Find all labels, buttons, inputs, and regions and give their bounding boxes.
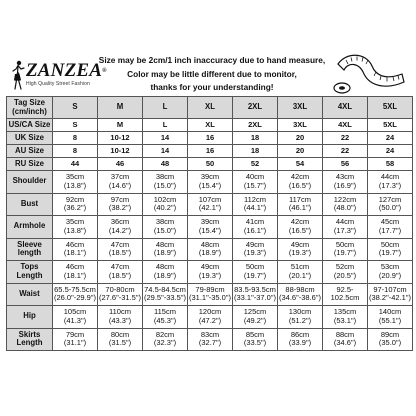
inch-value: (15.7") xyxy=(243,180,267,190)
measurement-cell xyxy=(233,171,278,194)
inch-value: (17.3") xyxy=(333,225,357,235)
measurement-cell xyxy=(233,328,278,351)
header-row xyxy=(7,97,413,119)
size-cell: 10-12 xyxy=(98,132,143,145)
size-cell: 20 xyxy=(278,132,323,145)
inch-value: (18.1") xyxy=(63,248,87,258)
row-label: RU Size xyxy=(7,158,53,171)
inch-value: (15.0") xyxy=(153,225,177,235)
measurement-cell xyxy=(188,306,233,329)
size-cell: 5XL xyxy=(368,119,413,132)
measurement-cell xyxy=(278,283,323,306)
measurement-cell xyxy=(278,261,323,284)
measurement-cell xyxy=(233,283,278,306)
measurement-cell xyxy=(188,171,233,194)
cm-value: 42cm xyxy=(290,172,310,182)
cm-value: 117cm xyxy=(289,194,311,204)
size-header-cell: S xyxy=(53,97,98,119)
inch-value: (20.1") xyxy=(288,270,312,280)
measurement-cell xyxy=(53,261,98,284)
inch-value: (51.2") xyxy=(288,315,312,325)
inch-value: (20.5") xyxy=(333,270,357,280)
inch-value: (40.2") xyxy=(153,203,177,213)
row-label: UK Size xyxy=(7,132,53,145)
inch-value: (19.7") xyxy=(378,248,402,258)
size-cell: 24 xyxy=(368,132,413,145)
measuring-tape-icon xyxy=(332,54,408,96)
size-cell: 24 xyxy=(368,145,413,158)
size-row xyxy=(7,145,413,158)
measurement-cell xyxy=(278,238,323,261)
cm-value: 42cm xyxy=(290,217,310,227)
measurement-cell xyxy=(278,193,323,216)
measurement-cell xyxy=(278,216,323,239)
notice-line: thanks for your understanding! xyxy=(150,82,274,92)
row-label: Sleeve length xyxy=(7,238,53,261)
size-cell: 8 xyxy=(53,132,98,145)
measurement-cell xyxy=(143,216,188,239)
measurement-cell xyxy=(188,193,233,216)
row-label: Tag Size (cm/inch) xyxy=(7,97,53,119)
cm-value: 92.5- xyxy=(336,284,354,294)
measurement-cell xyxy=(143,283,188,306)
cm-value: 52cm xyxy=(335,262,355,272)
measurement-cell xyxy=(278,171,323,194)
brand-tagline: High Quality Street Fashion xyxy=(26,81,90,87)
inch-value: (19.3") xyxy=(288,248,312,258)
measurement-row xyxy=(7,238,413,261)
cm-value: 107cm xyxy=(198,194,222,204)
cm-value: 43cm xyxy=(335,172,355,182)
measurement-cell xyxy=(53,283,98,306)
inch-value: (19.7") xyxy=(243,270,267,280)
size-cell: 22 xyxy=(323,132,368,145)
inch-value: (18.9") xyxy=(153,270,177,280)
brand-name: ZANZEA® xyxy=(26,60,107,81)
measurement-cell xyxy=(323,193,368,216)
cm-value: 48cm xyxy=(155,239,175,249)
size-row xyxy=(7,158,413,171)
cm-value: 70-80cm xyxy=(105,284,135,294)
cm-value: 110cm xyxy=(109,307,131,317)
size-cell: 14 xyxy=(143,145,188,158)
measurement-cell xyxy=(143,193,188,216)
cm-value: 80cm xyxy=(110,329,130,339)
measurement-cell xyxy=(233,306,278,329)
inch-value: (31.1"-35.0") xyxy=(188,293,231,303)
cm-value: 92cm xyxy=(65,194,85,204)
measurement-row xyxy=(7,261,413,284)
measurement-cell xyxy=(98,238,143,261)
cm-value: 35cm xyxy=(65,172,85,182)
size-cell: 44 xyxy=(53,158,98,171)
notice-line: Color may be little different due to monitor, xyxy=(127,68,297,79)
cm-value: 44cm xyxy=(380,172,400,182)
measurement-cell xyxy=(98,216,143,239)
measurement-cell xyxy=(98,193,143,216)
woman-silhouette-icon xyxy=(10,60,26,90)
row-label: Tops Length xyxy=(7,261,53,284)
measurement-row xyxy=(7,283,413,306)
measurement-cell xyxy=(323,306,368,329)
notice-line: Size may be 2cm/1 inch inaccuracy due to hand measure, xyxy=(98,55,326,65)
measurement-cell xyxy=(188,238,233,261)
cm-value: 74.5-84.5cm xyxy=(144,284,186,294)
measurement-cell xyxy=(368,283,413,306)
inch-value: (43.3") xyxy=(108,315,132,325)
cm-value: 51cm xyxy=(290,262,310,272)
measurement-cell xyxy=(323,261,368,284)
measurement-cell xyxy=(98,306,143,329)
cm-value: 127cm xyxy=(378,194,402,204)
measurement-cell xyxy=(188,328,233,351)
size-cell: 18 xyxy=(233,145,278,158)
measurement-cell xyxy=(188,261,233,284)
cm-value: 45cm xyxy=(380,217,400,227)
cm-value: 47cm xyxy=(110,262,130,272)
size-cell: 50 xyxy=(188,158,233,171)
cm-value: 122cm xyxy=(333,194,357,204)
measurement-cell xyxy=(53,306,98,329)
size-cell: 18 xyxy=(233,132,278,145)
size-cell: 3XL xyxy=(278,119,323,132)
inch-value: (18.9") xyxy=(153,248,177,258)
inch-value: (33.5") xyxy=(243,338,267,348)
row-label: Bust xyxy=(7,193,53,216)
measurement-row xyxy=(7,216,413,239)
size-row xyxy=(7,132,413,145)
size-cell: L xyxy=(143,119,188,132)
cm-value: 48cm xyxy=(200,239,220,249)
measurement-cell xyxy=(143,306,188,329)
measurement-cell xyxy=(323,283,368,306)
inch-value: (38.2") xyxy=(108,203,132,213)
size-cell: XL xyxy=(188,119,233,132)
inch-value: (15.0") xyxy=(153,180,177,190)
inch-value: (42.1") xyxy=(198,203,222,213)
measurement-cell xyxy=(368,306,413,329)
measurement-cell xyxy=(98,283,143,306)
inch-value: (27.6"-31.5") xyxy=(98,293,141,303)
cm-value: 49cm xyxy=(245,239,265,249)
inch-value: (15.4") xyxy=(198,180,222,190)
inch-value: (33.9") xyxy=(288,338,312,348)
cm-value: 105cm xyxy=(63,307,87,317)
size-row xyxy=(7,119,413,132)
measurement-cell xyxy=(53,171,98,194)
cm-value: 50cm xyxy=(245,262,265,272)
cm-value: 49cm xyxy=(290,239,310,249)
inch-value: (55.1") xyxy=(378,315,402,325)
size-header-cell: 4XL xyxy=(323,97,368,119)
measurement-cell xyxy=(53,328,98,351)
inch-value: (16.9") xyxy=(333,180,357,190)
measurement-cell xyxy=(278,306,323,329)
size-cell: 48 xyxy=(143,158,188,171)
measurement-cell xyxy=(233,238,278,261)
size-chart-table xyxy=(6,96,413,351)
cm-value: 79cm xyxy=(65,329,85,339)
measurement-cell xyxy=(323,216,368,239)
size-cell: 52 xyxy=(233,158,278,171)
cm-value: 112cm xyxy=(244,194,266,204)
cm-value: 135cm xyxy=(333,307,357,317)
measurement-cell xyxy=(143,238,188,261)
size-header-cell: 3XL xyxy=(278,97,323,119)
inch-value: (13.8") xyxy=(63,180,87,190)
cm-value: 140cm xyxy=(378,307,402,317)
cm-value: 102cm xyxy=(153,194,177,204)
inch-value: (31.1") xyxy=(63,338,87,348)
size-header-cell: L xyxy=(143,97,188,119)
inch-value: (32.3") xyxy=(153,338,177,348)
cm-value: 83cm xyxy=(200,329,220,339)
cm-value: 37cm xyxy=(110,172,130,182)
inch-value: (46.1") xyxy=(288,203,312,213)
row-label: US/CA Size xyxy=(7,119,53,132)
size-cell: 10-12 xyxy=(98,145,143,158)
measurement-cell xyxy=(98,328,143,351)
size-header-cell: 5XL xyxy=(368,97,413,119)
cm-value: 86cm xyxy=(290,329,310,339)
cm-value: 125cm xyxy=(243,307,267,317)
inch-value: (50.0") xyxy=(378,203,402,213)
cm-value: 47cm xyxy=(110,239,130,249)
cm-value: 82cm xyxy=(155,329,175,339)
cm-value: 38cm xyxy=(155,172,175,182)
inch-value: (38.2"-42.1") xyxy=(368,293,411,303)
size-cell: S xyxy=(53,119,98,132)
measurement-cell xyxy=(368,171,413,194)
size-cell: 46 xyxy=(98,158,143,171)
inch-value: (18.1") xyxy=(63,270,87,280)
inch-value: (19.3") xyxy=(243,248,267,258)
inch-value: (44.1") xyxy=(243,203,267,213)
cm-value: 50cm xyxy=(380,239,400,249)
inch-value: (48.0") xyxy=(333,203,357,213)
inch-value: (13.8") xyxy=(63,225,87,235)
measurement-cell xyxy=(368,261,413,284)
measurement-row xyxy=(7,193,413,216)
inch-value: (31.5") xyxy=(108,338,132,348)
inch-value: (49.2") xyxy=(243,315,267,325)
row-label: Armhole xyxy=(7,216,53,239)
measurement-cell xyxy=(323,328,368,351)
cm-value: 39cm xyxy=(200,172,220,182)
size-cell: 8 xyxy=(53,145,98,158)
cm-value: 88cm xyxy=(335,329,355,339)
measurement-row xyxy=(7,328,413,351)
measurement-row xyxy=(7,306,413,329)
inch-value: (34.6") xyxy=(333,338,357,348)
inch-value: (36.2") xyxy=(63,203,87,213)
measurement-row xyxy=(7,171,413,194)
measurement-cell xyxy=(233,216,278,239)
row-label: Hip xyxy=(7,306,53,329)
inch-value: (14.2") xyxy=(108,225,132,235)
header xyxy=(0,0,416,96)
inch-value: (15.4") xyxy=(198,225,222,235)
measurement-cell xyxy=(368,193,413,216)
measurement-cell xyxy=(188,283,233,306)
cm-value: 83.5-93.5cm xyxy=(234,284,276,294)
inch-value: (45.3") xyxy=(153,315,177,325)
inch-value: (41.3") xyxy=(63,315,87,325)
measurement-cell xyxy=(233,193,278,216)
measurement-cell xyxy=(98,261,143,284)
inch-value: (19.3") xyxy=(198,270,222,280)
cm-value: 35cm xyxy=(65,217,85,227)
cm-value: 88-98cm xyxy=(285,284,315,294)
inch-value: (16.5") xyxy=(288,225,312,235)
measurement-cell xyxy=(53,216,98,239)
size-cell: 16 xyxy=(188,132,233,145)
cm-value: 130cm xyxy=(288,307,312,317)
inch-value: (16.1") xyxy=(243,225,267,235)
brand-logo xyxy=(10,60,107,90)
measurement-notice xyxy=(96,54,328,95)
measurement-cell xyxy=(233,261,278,284)
measurement-cell xyxy=(143,261,188,284)
cm-value: 39cm xyxy=(200,217,220,227)
measurement-cell xyxy=(368,216,413,239)
cm-value: 49cm xyxy=(200,262,220,272)
size-cell: 16 xyxy=(188,145,233,158)
cm-value: 115cm xyxy=(154,307,176,317)
inch-value: (29.5"-33.5") xyxy=(143,293,186,303)
measurement-cell xyxy=(323,238,368,261)
size-header-cell: M xyxy=(98,97,143,119)
cm-value: 50cm xyxy=(335,239,355,249)
size-cell: 56 xyxy=(323,158,368,171)
inch-value: (14.6") xyxy=(108,180,132,190)
measurement-cell xyxy=(143,171,188,194)
inch-value: (32.7") xyxy=(198,338,222,348)
measurement-cell xyxy=(323,171,368,194)
inch-value: (26.0"-29.9") xyxy=(53,293,96,303)
cm-value: 97cm xyxy=(110,194,130,204)
size-cell: 58 xyxy=(368,158,413,171)
cm-value: 38cm xyxy=(155,217,175,227)
row-label: Waist xyxy=(7,283,53,306)
cm-value: 120cm xyxy=(198,307,222,317)
measurement-cell xyxy=(53,238,98,261)
inch-value: 102.5cm xyxy=(330,293,360,303)
inch-value: (19.7") xyxy=(333,248,357,258)
cm-value: 36cm xyxy=(110,217,130,227)
inch-value: (17.7") xyxy=(378,225,402,235)
size-cell: M xyxy=(98,119,143,132)
cm-value: 79-89cm xyxy=(195,284,225,294)
size-cell: 20 xyxy=(278,145,323,158)
row-label: Skirts Length xyxy=(7,328,53,351)
cm-value: 46cm xyxy=(65,262,85,272)
size-cell: 22 xyxy=(323,145,368,158)
measurement-cell xyxy=(368,238,413,261)
measurement-cell xyxy=(98,171,143,194)
row-label: AU Size xyxy=(7,145,53,158)
cm-value: 85cm xyxy=(245,329,265,339)
cm-value: 48cm xyxy=(155,262,175,272)
size-header-cell: 2XL xyxy=(233,97,278,119)
size-cell: 2XL xyxy=(233,119,278,132)
cm-value: 46cm xyxy=(65,239,85,249)
size-cell: 14 xyxy=(143,132,188,145)
cm-value: 65.5-75.5cm xyxy=(54,284,96,294)
size-cell: 4XL xyxy=(323,119,368,132)
measurement-cell xyxy=(278,328,323,351)
row-label: Shoulder xyxy=(7,171,53,194)
inch-value: (17.3") xyxy=(378,180,402,190)
measurement-cell xyxy=(368,328,413,351)
inch-value: (35.0") xyxy=(378,338,402,348)
inch-value: (53.1") xyxy=(333,315,357,325)
cm-value: 41cm xyxy=(245,217,265,227)
cm-value: 44cm xyxy=(335,217,355,227)
inch-value: (34.6"-38.6") xyxy=(278,293,321,303)
size-header-cell: XL xyxy=(188,97,233,119)
inch-value: (18.5") xyxy=(108,270,132,280)
measurement-cell xyxy=(188,216,233,239)
measurement-cell xyxy=(53,193,98,216)
inch-value: (18.9") xyxy=(198,248,222,258)
measurement-cell xyxy=(143,328,188,351)
cm-value: 53cm xyxy=(380,262,400,272)
cm-value: 97-107cm xyxy=(373,284,407,294)
size-cell: 54 xyxy=(278,158,323,171)
inch-value: (16.5") xyxy=(288,180,312,190)
cm-value: 40cm xyxy=(245,172,265,182)
cm-value: 89cm xyxy=(380,329,400,339)
inch-value: (47.2") xyxy=(198,315,222,325)
inch-value: (18.5") xyxy=(108,248,132,258)
inch-value: (33.1"-37.0") xyxy=(233,293,276,303)
inch-value: (20.9") xyxy=(378,270,402,280)
